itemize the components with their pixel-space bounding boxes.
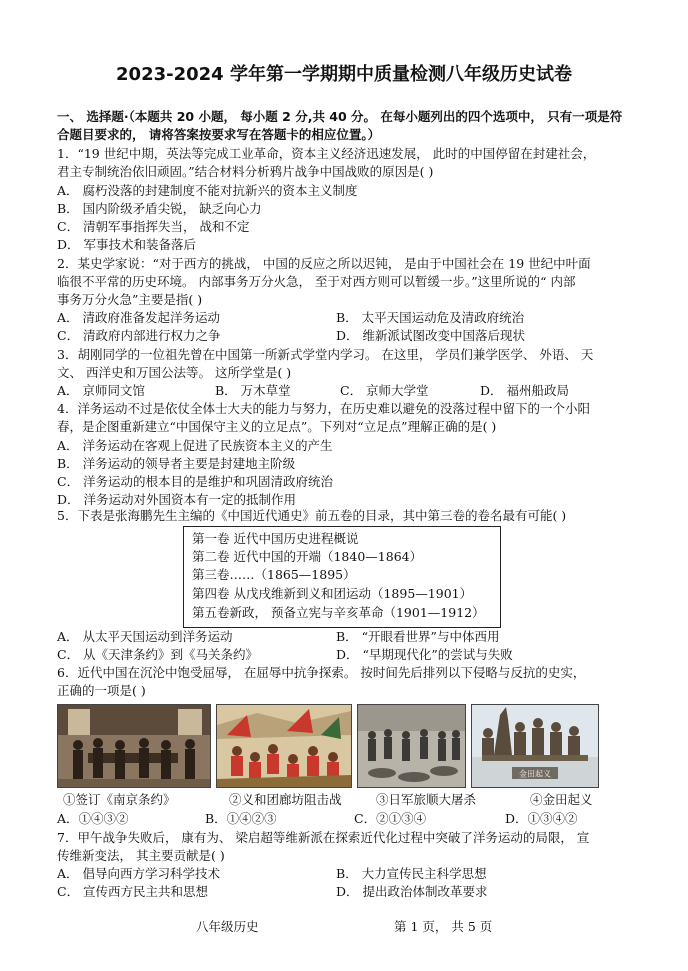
q4-option-b: B． 洋务运动的领导者主要是封建地主阶级 [57,456,296,471]
q4-stem: 4．洋务运动不过是依仗全体士大夫的能力与努力，在历史难以避免的没落过程中留下的一个小阳 [57,401,590,416]
treaty-signing-image [57,704,211,788]
section-heading: 一、 选择题·（本题共 20 小题， 每小题 2 分,共 40 分。 在每小题列出的四个选项中， 只有一项是符 [57,109,623,124]
q2-option-a: A． 清政府准备发起洋务运动 [57,310,221,325]
footer-subject: 八年级历史 [196,919,259,934]
q1-option-d: D． 军事技术和装备落后 [57,237,196,252]
q3-option-a: A． 京师同文馆 [57,383,146,398]
section-heading-cont: 合题目要求的， 请将答案按要求写在答题卡的相应位置。） [57,127,381,142]
q6-option-b: B．①④②③ [205,811,277,826]
q3-option-c: C． 京师大学堂 [340,383,429,398]
q5-volume-5: 第五卷新政， 预备立宪与辛亥革命（1901—1912） [192,605,485,620]
q4-option-a: A． 洋务运动在客观上促进了民族资本主义的产生 [57,438,333,453]
exam-title: 2023-2024 学年第一学期期中质量检测八年级历史试卷 [116,64,572,85]
q7-option-d: D． 提出政治体制改革要求 [336,884,488,899]
q5-option-d: D． “早期现代化”的尝试与失败 [336,647,513,662]
q5-contents-table [183,526,501,628]
q4-option-d: D． 洋务运动对外国资本有一定的抵制作用 [57,492,296,507]
q3-option-b: B． 万木草堂 [215,383,291,398]
statue-plaque-text: 金田起义 [519,769,551,779]
q6-option-a: A．①④③② [57,811,129,826]
image-caption-1: ①签订《南京条约》 [63,792,176,807]
q6-option-d: D．①③④② [505,811,578,826]
q5-stem: 5．下表是张海鹏先生主编的《中国近代通史》前五卷的目录，其中第三卷的卷名最有可能( ) [57,508,567,523]
q5-volume-1: 第一卷 近代中国历史进程概说 [192,531,359,546]
q7-stem: 7．甲午战争失败后， 康有为、 梁启超等维新派在探索近代化过程中突破了洋务运动的局限， 宣 [57,830,590,845]
lushun-massacre-image [357,704,466,788]
q6-stem-cont: 正确的一项是( ) [57,683,146,698]
boxer-battle-image [216,704,352,788]
q1-option-c: C． 清朝军事指挥失当， 战和不定 [57,219,250,234]
q5-volume-4: 第四卷 从戊戌维新到义和团运动（1895—1901） [192,586,473,601]
q7-option-b: B． 大力宣传民主科学思想 [336,866,487,881]
q5-option-a: A． 从太平天国运动到洋务运动 [57,629,233,644]
q5-volume-3: 第三卷……（1865—1895） [192,567,356,582]
q6-stem: 6．近代中国在沉沦中饱受屈辱， 在屈辱中抗争探索。 按时间先后排列以下侵略与反抗的史实， [57,665,586,680]
q3-stem-cont: 文、 西洋史和万国公法等。 这所学堂是( ) [57,365,292,380]
q7-option-a: A． 倡导向西方学习科学技术 [57,866,221,881]
image-caption-3: ③日军旅顺大屠杀 [376,792,477,807]
q4-stem-cont: 春，是企图重新建立“中国保守主义的立足点”。下列对“立足点”理解正确的是( ) [57,419,497,434]
image-caption-4: ④金田起义 [530,792,593,807]
q2-option-d: D． 维新派试图改变中国落后现状 [336,328,525,343]
jintian-uprising-image [471,704,599,788]
q2-stem-cont2: 事务万分火急”主要是指( ) [57,292,203,307]
q2-option-c: C． 清政府内部进行权力之争 [57,328,221,343]
q5-volume-2: 第二卷 近代中国的开端（1840—1864） [192,549,423,564]
q1-option-a: A． 腐朽没落的封建制度不能对抗新兴的资本主义制度 [57,183,358,198]
footer-page-number: 第 1 页， 共 5 页 [394,919,493,934]
q5-option-c: C． 从《天津条约》到《马关条约》 [57,647,259,662]
q3-option-d: D． 福州船政局 [480,383,569,398]
q4-option-c: C． 洋务运动的根本目的是维护和巩固清政府统治 [57,474,334,489]
q7-option-c: C． 宣传西方民主共和思想 [57,884,209,899]
image-caption-2: ②义和团廊坊阻击战 [229,792,342,807]
q2-option-b: B． 太平天国运动危及清政府统治 [336,310,525,325]
q2-stem-cont: 临很不平常的历史环境。 内部事务万分火急， 至于对西方则可以暂缓一步。”这里所说的“ 内部 [57,274,576,289]
q3-stem: 3．胡刚同学的一位祖先曾在中国第一所新式学堂内学习。 在这里， 学员们兼学医学、 外语、 天 [57,347,594,362]
q5-option-b: B． “开眼看世界”与中体西用 [336,629,500,644]
q7-stem-cont: 传维新变法， 其主要贡献是( ) [57,848,225,863]
q1-stem: 1．“19 世纪中期，英法等完成工业革命，资本主义经济迅速发展， 此时的中国停留在封建社会， [57,146,596,161]
q1-option-b: B． 国内阶级矛盾尖锐， 缺乏向心力 [57,201,262,216]
q2-stem: 2．某史学家说：“对于西方的挑战， 中国的反应之所以迟钝， 是由于中国社会在 19 世纪中叶面 [57,256,591,271]
q1-stem-cont: 君主专制统治依旧顽固。”结合材料分析鸦片战争中国战败的原因是( ) [57,164,434,179]
q6-option-c: C．②①③④ [354,811,427,826]
